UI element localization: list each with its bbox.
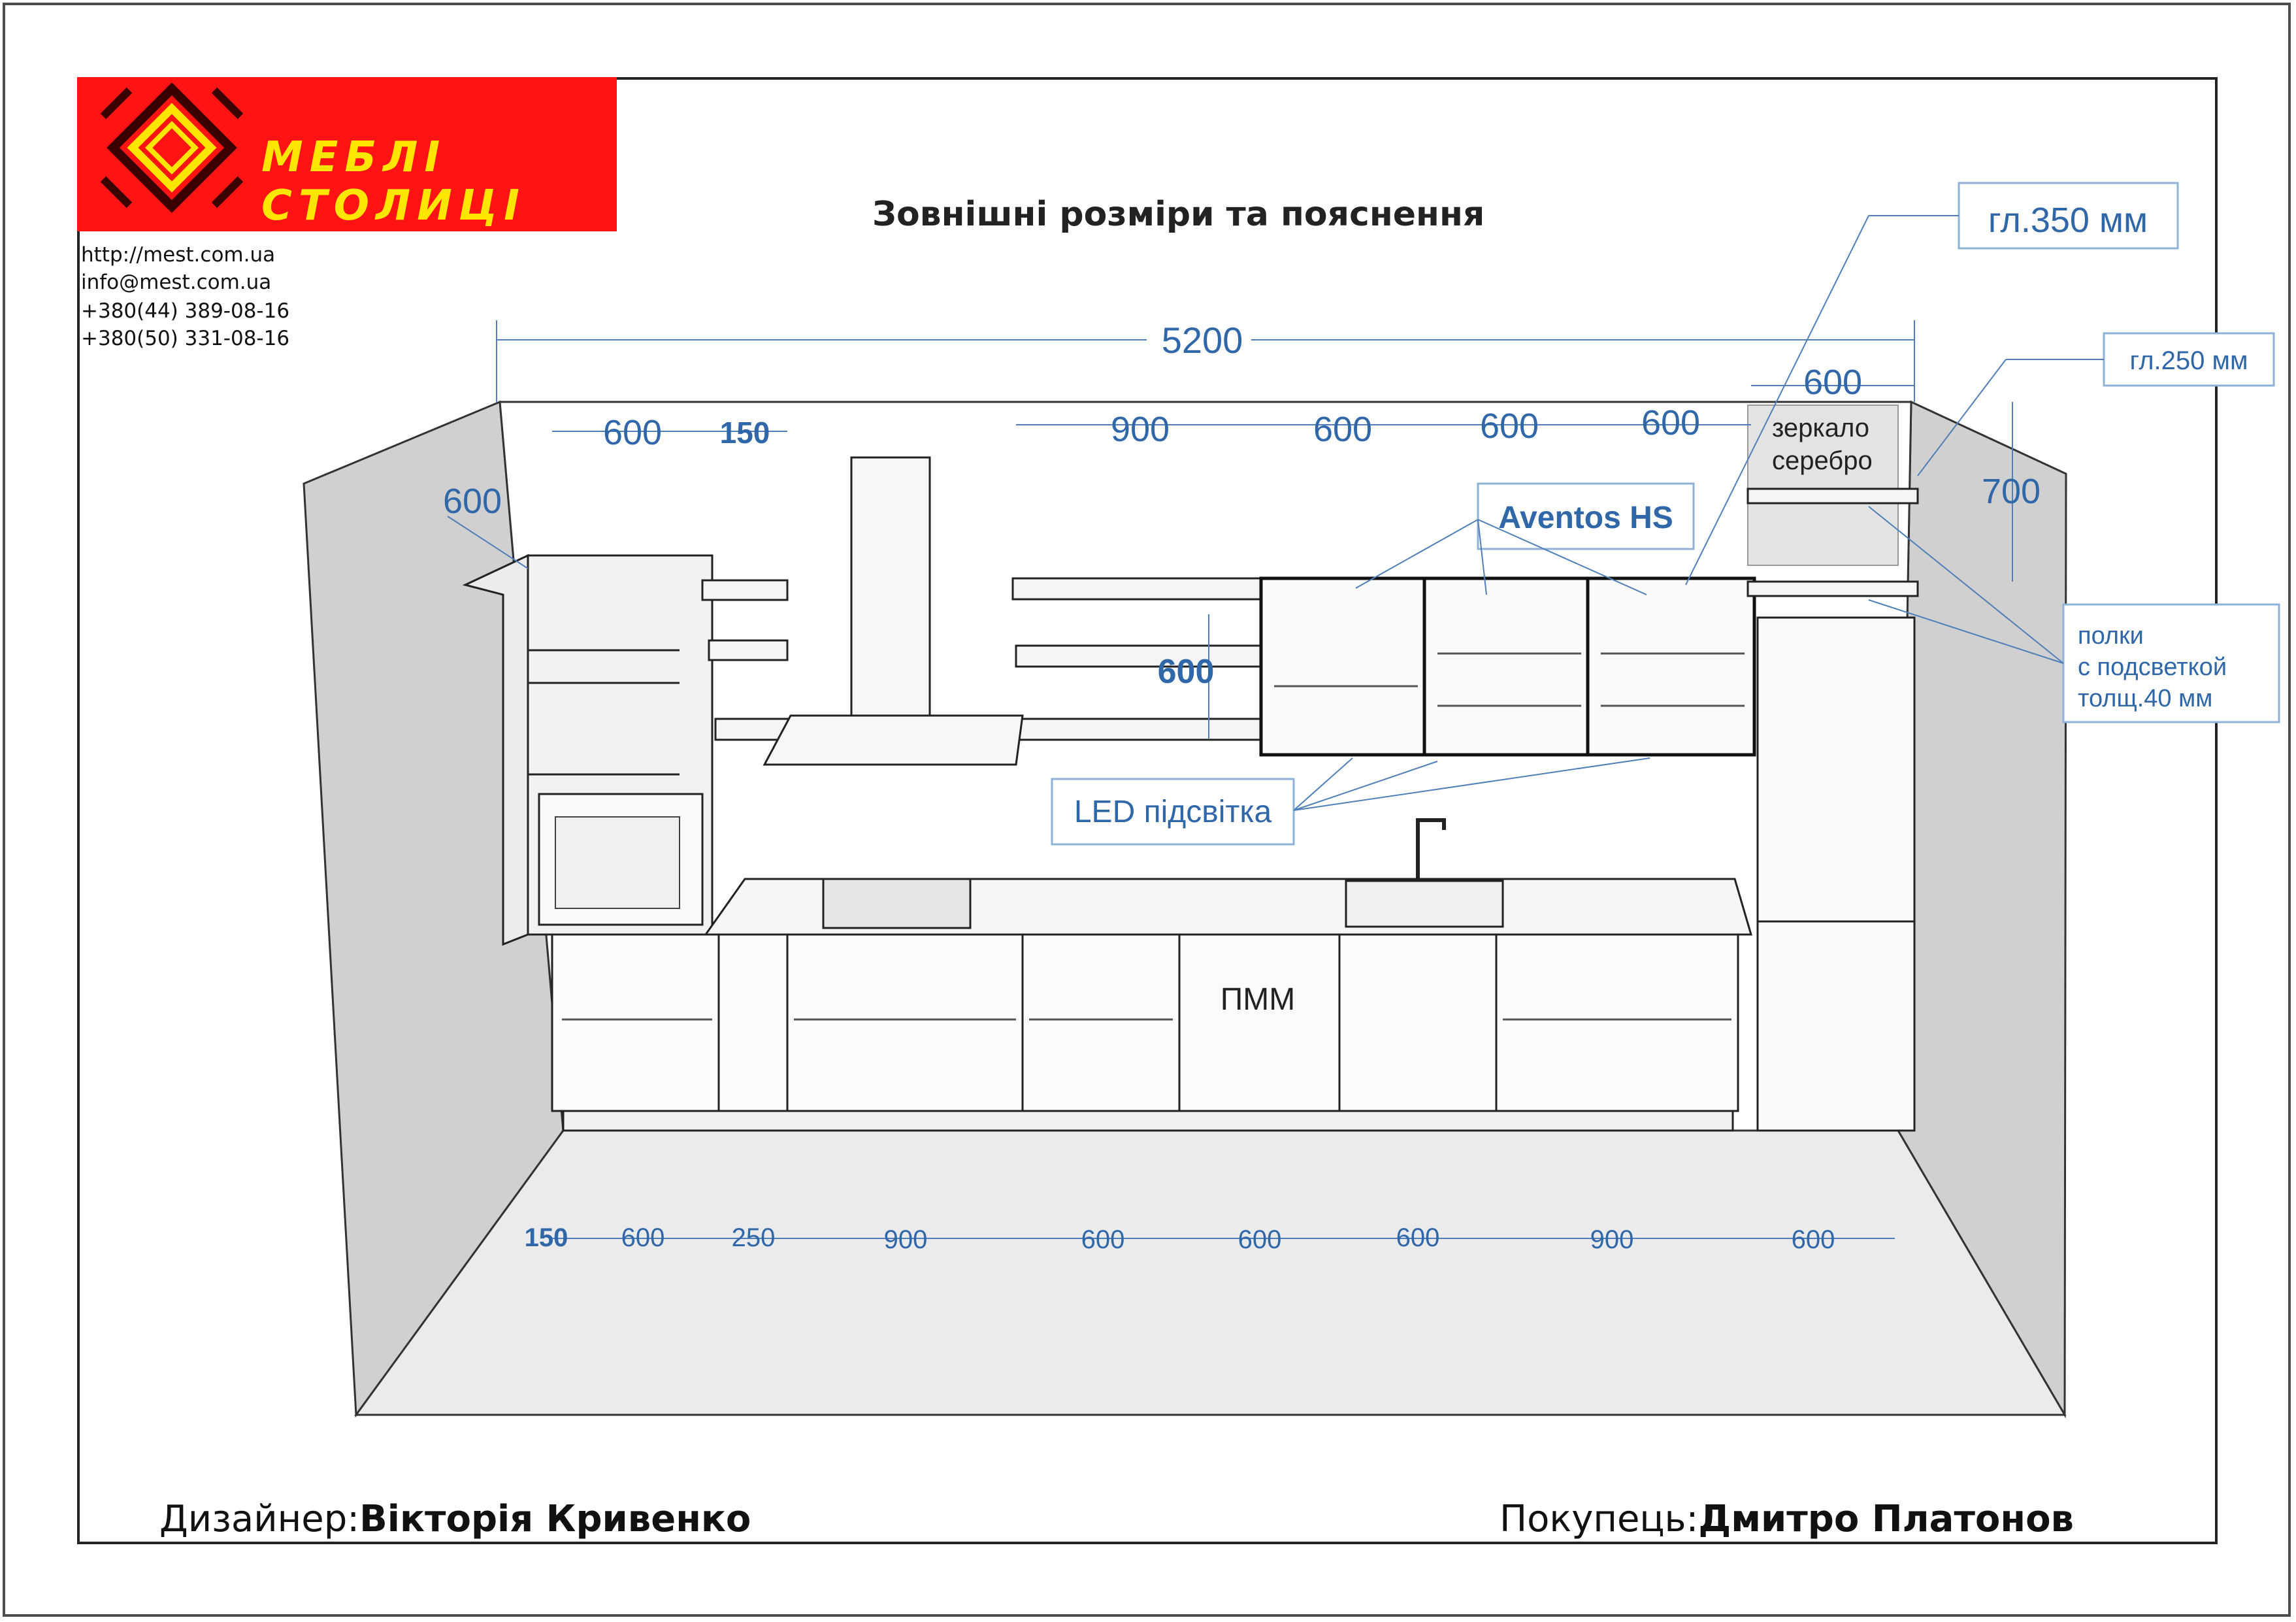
dim-bottom-1: 150 (524, 1223, 568, 1252)
dim-bottom-5: 600 (1081, 1225, 1125, 1254)
dim-top-2: 150 (719, 416, 770, 450)
callout-mirror-2: серебро (1772, 446, 1873, 475)
customer-name: Дмитро Платонов (1698, 1498, 2074, 1540)
contact-phone-2: +380(50) 331-08-16 (81, 327, 290, 350)
contact-website: http://mest.com.ua (81, 243, 276, 267)
customer-credit (1500, 1498, 2074, 1540)
callout-mirror-1: зеркало (1772, 414, 1870, 442)
dim-bottom-7: 600 (1396, 1223, 1440, 1252)
dim-top-3: 900 (1110, 410, 1170, 449)
designer-credit (159, 1498, 751, 1540)
dim-top-4: 600 (1313, 410, 1373, 449)
callout-aventos: Aventos HS (1498, 501, 1673, 535)
dim-top-7: 600 (1803, 363, 1863, 402)
callout-shelves-1: полки (2078, 622, 2144, 650)
dim-bottom-4: 900 (883, 1225, 928, 1254)
brand-name: МЕБЛІ СТОЛИЦІ (261, 133, 526, 230)
callout-shelves-2: с подсветкой (2078, 654, 2227, 681)
page-title: Зовнішні розміри та пояснення (872, 195, 1485, 234)
callout-led: LED підсвітка (1074, 795, 1272, 829)
callout-depth-250: гл.250 мм (2129, 346, 2248, 375)
dim-bottom-9: 600 (1791, 1225, 1835, 1254)
dim-shelf-height: 600 (1157, 653, 1215, 691)
dim-top-6: 600 (1641, 403, 1701, 442)
designer-name: Вікторія Кривенко (359, 1498, 751, 1540)
dim-bottom-8: 900 (1590, 1225, 1634, 1254)
dim-top-5: 600 (1479, 406, 1539, 446)
dim-bottom-3: 250 (731, 1223, 776, 1252)
customer-label: Покупець: (1500, 1498, 1699, 1540)
dim-top-1: 600 (602, 413, 663, 452)
dim-bottom-2: 600 (621, 1223, 665, 1252)
dim-total: 5200 (1161, 320, 1243, 361)
dim-bottom-6: 600 (1238, 1225, 1282, 1254)
callout-shelves-3: толщ.40 мм (2078, 685, 2213, 712)
designer-label: Дизайнер: (159, 1498, 360, 1540)
callout-depth-350: гл.350 мм (1988, 201, 2148, 240)
contact-phone-1: +380(44) 389-08-16 (81, 299, 290, 323)
dim-left-depth: 600 (442, 482, 502, 521)
dim-mirror-height: 700 (1981, 472, 2041, 511)
label-dishwasher: ПММ (1220, 982, 1296, 1017)
contact-email: info@mest.com.ua (81, 271, 272, 294)
